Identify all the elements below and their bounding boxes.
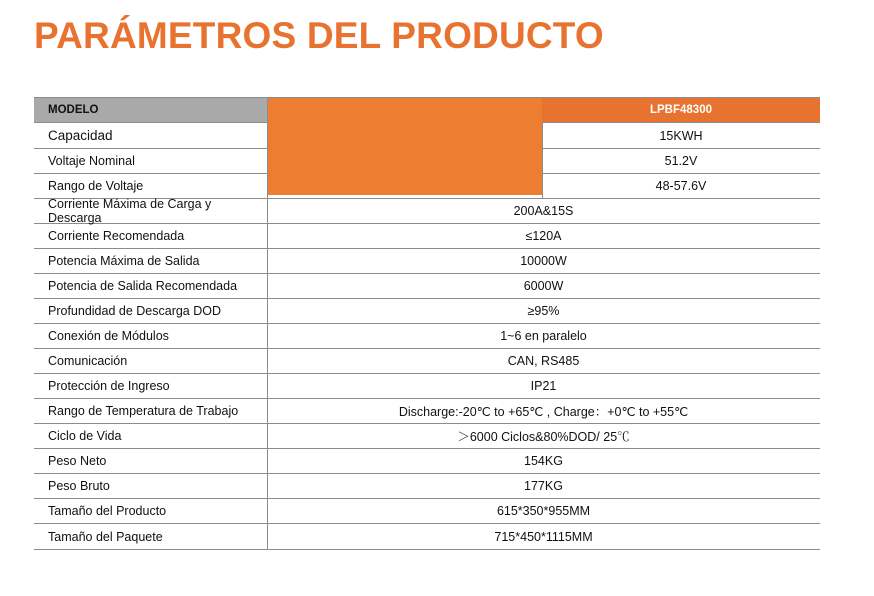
header-model-name: LPBF48300 (542, 98, 820, 122)
row-value: ＞6000 Ciclos&80%DOD/ 25℃ (457, 430, 630, 444)
row-label: Conexión de Módulos (48, 329, 169, 343)
row-value: CAN, RS485 (507, 354, 580, 368)
row-label: Peso Bruto (48, 479, 110, 493)
table-row (34, 499, 820, 524)
table-row (34, 449, 820, 474)
row-label: Corriente Recomendada (48, 229, 185, 243)
row-value: 10000W (520, 254, 567, 268)
row-value: 48-57.6V (655, 179, 707, 193)
row-label: Potencia Máxima de Salida (48, 254, 200, 268)
row-label: Tamaño del Paquete (48, 529, 163, 544)
row-label: Corriente Máxima de Carga y Descarga (48, 197, 212, 225)
row-label: Capacidad (48, 128, 113, 143)
row-value: 1~6 en paralelo (500, 329, 587, 343)
row-value: 200A&15S (513, 204, 574, 218)
row-label: Rango de Voltaje (48, 179, 144, 193)
row-label: Comunicación (48, 354, 128, 368)
table-row (34, 399, 820, 424)
table-row (34, 224, 820, 249)
row-value: 154KG (524, 454, 563, 468)
table-row (34, 199, 820, 224)
row-value: ≤120A (525, 229, 562, 243)
row-label: Protección de Ingreso (48, 379, 170, 393)
row-value: Discharge:-20℃ to +65℃ , Charge：+0℃ to +55℃ (398, 405, 689, 419)
row-value: 15KWH (659, 128, 703, 143)
row-label: Tamaño del Producto (48, 504, 167, 518)
row-value: IP21 (530, 379, 557, 393)
table-row (34, 474, 820, 499)
row-label: Voltaje Nominal (48, 154, 135, 168)
table-row (34, 424, 820, 449)
row-value: 51.2V (664, 154, 698, 168)
table-row (34, 274, 820, 299)
table-row (34, 249, 820, 274)
orange-redaction-block (268, 98, 542, 195)
table-row (34, 349, 820, 374)
row-value: 615*350*955MM (496, 504, 591, 518)
row-label: Potencia de Salida Recomendada (48, 279, 238, 293)
table-row (34, 524, 820, 550)
table-row (34, 374, 820, 399)
page-title: PARÁMETROS DEL PRODUCTO (34, 15, 604, 56)
row-label: Rango de Temperatura de Trabajo (48, 404, 239, 418)
row-value: 177KG (524, 479, 563, 493)
row-label: Ciclo de Vida (48, 429, 122, 443)
row-value: ≥95% (527, 304, 560, 318)
table-row (34, 324, 820, 349)
row-value: 715*450*1115MM (494, 529, 593, 544)
row-value: 6000W (523, 279, 564, 293)
table-row (34, 299, 820, 324)
header-label-modelo: MODELO (34, 98, 267, 122)
row-label: Profundidad de Descarga DOD (48, 304, 222, 318)
row-label: Peso Neto (48, 454, 107, 468)
